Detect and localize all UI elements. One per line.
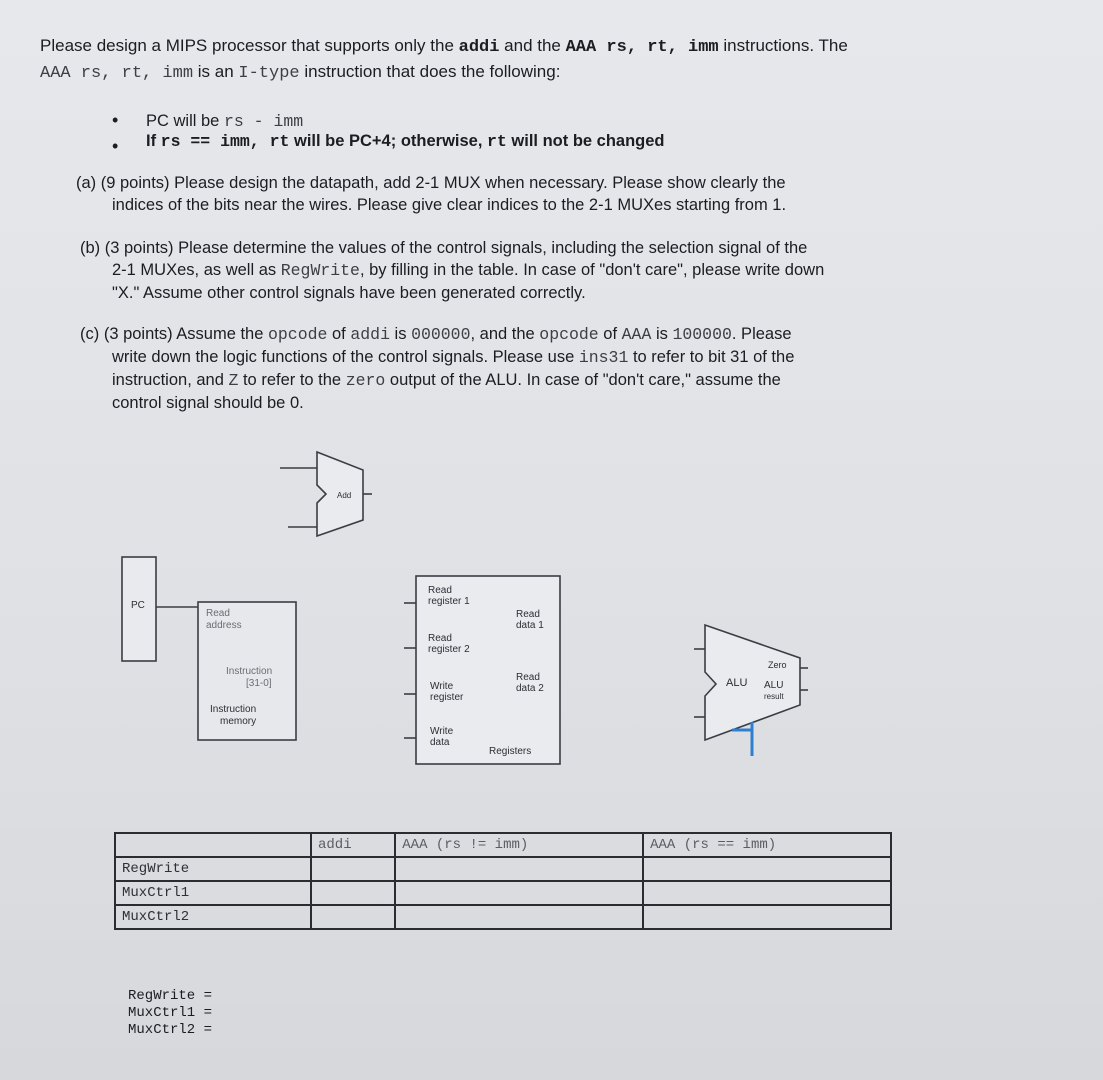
intro-code-aaa: AAA rs, rt, imm (565, 38, 719, 57)
table-cell[interactable] (395, 881, 643, 905)
part-c-text: of (598, 325, 622, 343)
part-c-text: instruction, and (112, 371, 229, 389)
part-c-text: , and the (470, 325, 540, 343)
table-cell[interactable] (395, 905, 643, 929)
part-c-code: opcode (268, 325, 328, 344)
alu-name: ALU (726, 677, 748, 689)
imem-instruction-label: Instruction (226, 666, 273, 677)
part-b-text: , by filling in the table. In case of "don't care", please write down (359, 261, 825, 279)
table-cell[interactable] (643, 905, 891, 929)
imem-name-label: Instruction (210, 704, 257, 715)
imem-address-label: address (206, 620, 242, 631)
part-a-line: indices of the bits near the wires. Please give clear indices to the 2-1 MUXes starting from 1. (112, 196, 787, 214)
part-c-text: (c) (3 points) Assume the (80, 325, 268, 343)
part-b-text: 2-1 MUXes, as well as (112, 261, 281, 279)
part-c-code: AAA (621, 325, 652, 344)
intro-code-aaa: AAA rs, rt, imm (40, 64, 194, 83)
part-b-line: (b) (3 points) Please determine the values of the control signals, including the selection signal of the (80, 239, 808, 257)
intro-code-addi: addi (458, 38, 500, 57)
part-c-text: to refer to the (238, 371, 346, 389)
intro-text: Please design a MIPS processor that supports only the (40, 36, 459, 55)
imem-name-label: memory (220, 716, 257, 727)
part-c-text: is (651, 325, 673, 343)
table-header-cell: addi (311, 833, 395, 857)
part-c-code: opcode (539, 325, 599, 344)
part-c-text: is (389, 325, 412, 343)
table-row (115, 857, 891, 881)
regs-read-register-2: Read register 2 (428, 633, 470, 655)
row-label: MuxCtrl2 (115, 905, 311, 929)
bullet-text: will not be changed (506, 132, 665, 150)
table-header-cell: AAA (rs == imm) (643, 833, 891, 857)
intro-text: instruction that does the following: (299, 62, 561, 81)
intro-text: is an (193, 62, 239, 81)
table-cell[interactable] (643, 881, 891, 905)
part-b-code: RegWrite (280, 261, 360, 280)
regs-write-register: Write register (430, 681, 464, 703)
part-c-code: ins31 (578, 348, 629, 367)
table-cell[interactable] (643, 857, 891, 881)
bullet-dot: • (112, 136, 119, 156)
alu-zero-label: Zero (768, 660, 787, 670)
regs-write-data: Write data (430, 726, 454, 748)
part-c-text: write down the logic functions of the control signals. Please use (112, 348, 579, 366)
pc-label: PC (131, 600, 145, 611)
regs-read-data-1: Read data 1 (516, 609, 544, 631)
table-header-cell: AAA (rs != imm) (395, 833, 643, 857)
part-c-line: control signal should be 0. (112, 394, 304, 412)
part-c-code: 000000 (411, 325, 471, 344)
intro-text: and the (499, 36, 566, 55)
part-b-line: "X." Assume other control signals have been generated correctly. (112, 284, 586, 302)
row-label: RegWrite (115, 857, 311, 881)
part-a-line: (a) (9 points) Please design the datapath, add 2-1 MUX when necessary. Please show clearly the (76, 174, 786, 192)
part-c-text: of (327, 325, 351, 343)
intro-text: instructions. The (718, 36, 848, 55)
part-c-text: output of the ALU. In case of "don't care," assume the (385, 371, 781, 389)
bullet-code: rs == imm, rt (160, 132, 290, 151)
answer-muxctrl2: MuxCtrl2 = (128, 1022, 213, 1038)
table-row (115, 905, 891, 929)
control-signal-table (114, 832, 892, 930)
intro-code-itype: I-type (238, 64, 300, 83)
bullet-dot: • (112, 110, 119, 130)
regs-read-register-1: Read register 1 (428, 585, 470, 607)
table-header-row (115, 833, 891, 857)
table-cell[interactable] (311, 857, 395, 881)
table-header-cell (115, 833, 311, 857)
bullet-code: rs - imm (223, 112, 304, 131)
part-c-code: zero (345, 371, 386, 390)
adder-label: Add (337, 491, 352, 500)
answer-muxctrl1: MuxCtrl1 = (128, 1005, 213, 1021)
part-c-code: Z (228, 371, 239, 390)
answer-regwrite: RegWrite = (128, 988, 213, 1004)
table-cell[interactable] (395, 857, 643, 881)
row-label: MuxCtrl1 (115, 881, 311, 905)
imem-bits-label: [31-0] (246, 678, 272, 689)
part-c-text: to refer to bit 31 of the (628, 348, 795, 366)
regs-name: Registers (489, 746, 532, 757)
alu-result-label: ALU result (764, 680, 784, 701)
bullet-text: If (146, 132, 161, 150)
bullet-text: will be PC+4; otherwise, (289, 132, 488, 150)
imem-read-label: Read (206, 608, 230, 619)
part-c-text: . Please (731, 325, 792, 343)
part-c-code: addi (350, 325, 390, 344)
part-c-code: 100000 (672, 325, 732, 344)
table-row (115, 881, 891, 905)
regs-read-data-2: Read data 2 (516, 672, 544, 694)
table-cell[interactable] (311, 905, 395, 929)
table-cell[interactable] (311, 881, 395, 905)
logic-function-answers (128, 988, 212, 1039)
bullet-text: PC will be (146, 112, 224, 130)
bullet-code: rt (487, 132, 507, 151)
